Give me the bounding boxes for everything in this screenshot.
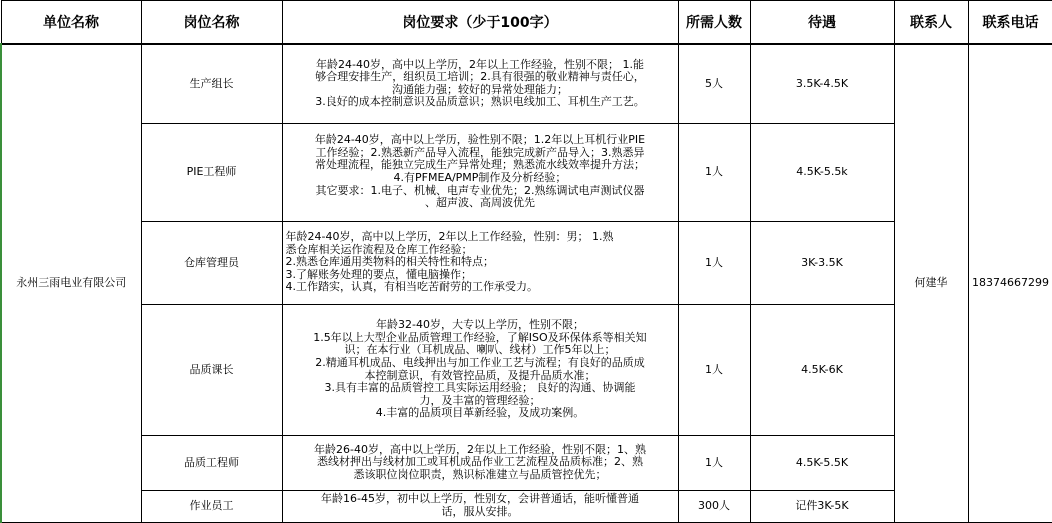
count-cell: 5人: [678, 44, 750, 123]
position-cell: 品质课长: [141, 304, 282, 435]
requirements-line: 2.熟悉仓库通用类物料的相关特性和特点；: [285, 255, 494, 269]
header-requirements: 岗位要求（少于100字）: [282, 1, 678, 45]
table-row: [1, 44, 1052, 123]
header-salary: 待遇: [750, 1, 894, 45]
count-cell: 1人: [678, 304, 750, 435]
requirements-line: 3.良好的成本控制意识及品质意识；熟识电线加工、耳机生产工艺。: [315, 95, 645, 109]
phone-cell: 18374667299: [968, 44, 1052, 522]
requirements-line: 年龄24-40岁，高中以上学历，2年以上工作经验，性别：男； 1.熟: [285, 230, 614, 244]
requirements-line: 1.5年以上大型企业品质管理工作经验，了解ISO及环保体系等相关知: [313, 330, 647, 344]
position-cell: 仓库管理员: [141, 221, 282, 304]
requirements-line: 4.有PFMEA/PMP制作及分析经验；: [393, 171, 567, 184]
requirements-line: 沟通能力强；较好的异常处理能力；: [392, 82, 568, 96]
requirements-line: 年龄32-40岁，大专以上学历，性别不限；: [376, 318, 584, 332]
position-cell: 作业员工: [141, 490, 282, 522]
requirements-line: 年龄16-45岁，初中以上学历，性别女，会讲普通话，能听懂普通: [321, 492, 639, 506]
requirements-cell: [282, 304, 678, 435]
header-contact: 联系人: [894, 1, 968, 45]
salary-cell: 4.5K-6K: [750, 304, 894, 435]
count-cell: 1人: [678, 435, 750, 490]
requirements-cell: [282, 123, 678, 221]
header-count: 所需人数: [678, 1, 750, 45]
requirements-line: 3.了解账务处理的要点，懂电脑操作；: [285, 267, 472, 281]
requirements-cell: [282, 44, 678, 123]
count-cell: 1人: [678, 221, 750, 304]
requirements-line: 话，服从安排。: [441, 505, 519, 518]
requirements-cell: [282, 490, 678, 522]
header-phone: 联系电话: [968, 1, 1052, 45]
requirements-line: 、超声波、高周波优先: [425, 196, 535, 210]
requirements-line: 3.具有丰富的品质管控工具实际运用经验； 良好的沟通、协调能: [324, 381, 636, 395]
salary-cell: 4.5K-5.5K: [750, 435, 894, 490]
salary-cell: 3.5K-4.5K: [750, 44, 894, 123]
requirements-line: 常处理流程，能独立完成生产异常处理；熟悉流水线效率提升方法；: [315, 158, 645, 172]
requirements-line: 年龄24-40岁，高中以上学历，验性别不限；1.2年以上耳机行业PIE: [314, 133, 646, 147]
requirements-cell: [282, 435, 678, 490]
requirements-line: 工作经验；2.熟悉新产品导入流程，能独完成新产品导入；3.熟悉异: [315, 145, 645, 159]
requirements-line: 年龄24-40岁，高中以上学历，2年以上工作经验，性别不限； 1.能: [316, 57, 644, 71]
requirements-line: 4.工作踏实，认真，有相当吃苦耐劳的工作承受力。: [285, 280, 538, 294]
requirements-cell: [282, 221, 678, 304]
requirements-line: 4.丰富的品质项目革新经验，及成功案例。: [375, 406, 585, 420]
company-cell: 永州三雨电业有限公司: [1, 44, 141, 522]
requirements-line: 力，及丰富的管理经验；: [419, 393, 541, 407]
salary-cell: 3K-3.5K: [750, 221, 894, 304]
requirements-line: 识；在本行业（耳机成品、喇叭、线材）工作5年以上；: [344, 343, 616, 357]
requirements-line: 年龄26-40岁，高中以上学历，2年以上工作经验，性别不限；1、熟: [314, 442, 646, 456]
salary-cell: 4.5K-5.5k: [750, 123, 894, 221]
requirements-line: 悉线材押出与线材加工或耳机成品作业工艺流程及品质标准；2、熟: [317, 455, 643, 469]
position-cell: PIE工程师: [141, 123, 282, 221]
contact-person-cell: 何建华: [894, 44, 968, 522]
header-row: [1, 1, 1052, 45]
header-unit: 单位名称: [1, 1, 141, 45]
requirements-line: 其它要求：1.电子、机械、电声专业优先；2.熟练调试电声测试仪器: [315, 183, 645, 197]
header-position: 岗位名称: [141, 1, 282, 45]
position-cell: 生产组长: [141, 44, 282, 123]
count-cell: 300人: [678, 490, 750, 522]
salary-cell: 记件3K-5K: [750, 490, 894, 522]
count-cell: 1人: [678, 123, 750, 221]
requirements-line: 够合理安排生产，组织员工培训；2.具有很强的敬业精神与责任心，: [315, 70, 645, 84]
requirements-line: 悉该职位岗位职责，熟识标准建立与品质管控优先；: [353, 467, 607, 481]
requirements-line: 2.精通耳机成品、电线押出与加工作业工艺与流程；有良好的品质成: [315, 355, 645, 369]
requirements-line: 悉仓库相关运作流程及仓库工作经验；: [285, 242, 473, 256]
position-cell: 品质工程师: [141, 435, 282, 490]
requirements-line: 本控制意识，有效管控品质，及提升品质水准；: [364, 368, 596, 382]
